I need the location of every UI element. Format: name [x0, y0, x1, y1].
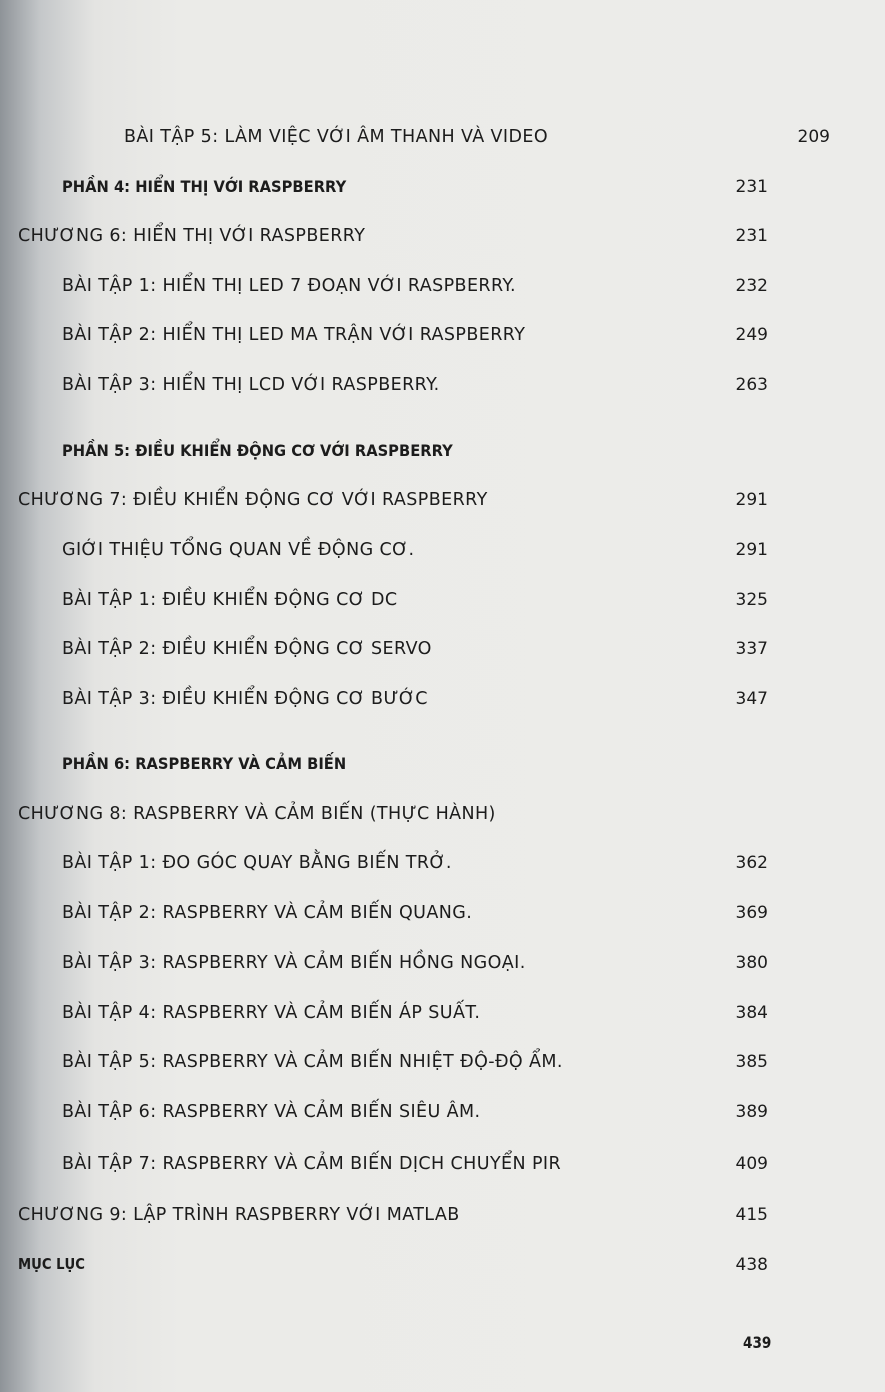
toc-entry	[0, 689, 823, 719]
toc-entry-title: BÀI TẬP 2: HIỂN THỊ LED MA TRẬN VỚI RASPBERRY	[62, 325, 526, 345]
toc-entry-page: 232	[735, 276, 768, 296]
toc-entry	[0, 853, 823, 883]
chapter-heading	[0, 804, 823, 834]
toc-entry-page: 209	[797, 127, 830, 147]
toc-heading-page: 438	[735, 1255, 768, 1275]
chapter-heading-page: 231	[735, 226, 768, 246]
toc-entry	[0, 276, 823, 306]
chapter-heading-page: 415	[735, 1205, 768, 1225]
toc-entry	[0, 590, 823, 620]
toc-entry	[0, 1003, 823, 1033]
toc-entry	[0, 540, 823, 570]
toc-entry-page: 380	[735, 953, 768, 973]
chapter-heading	[0, 490, 823, 520]
toc-heading	[0, 1255, 823, 1285]
toc-entry-page: 384	[735, 1003, 768, 1023]
part-heading-title: PHẦN 6: RASPBERRY VÀ CẢM BIẾN	[62, 754, 347, 773]
toc-entry-page: 249	[735, 325, 768, 345]
toc-entry	[0, 1154, 823, 1184]
part-heading-title: PHẦN 4: HIỂN THỊ VỚI RASPBERRY	[62, 177, 347, 196]
toc-entry-title: BÀI TẬP 4: RASPBERRY VÀ CẢM BIẾN ÁP SUẤT.	[62, 1003, 481, 1023]
toc-entry	[0, 1102, 823, 1132]
toc-entry-title: BÀI TẬP 3: ĐIỀU KHIỂN ĐỘNG CƠ BƯỚC	[62, 689, 428, 709]
chapter-heading-page: 291	[735, 490, 768, 510]
chapter-heading	[0, 1205, 823, 1235]
toc-entry-title: BÀI TẬP 3: RASPBERRY VÀ CẢM BIẾN HỒNG NGOẠI.	[62, 953, 526, 973]
toc-entry-title: BÀI TẬP 7: RASPBERRY VÀ CẢM BIẾN DỊCH CHUYỂN PIR	[62, 1154, 562, 1174]
part-heading-title: PHẦN 5: ĐIỀU KHIỂN ĐỘNG CƠ VỚI RASPBERRY	[62, 441, 453, 460]
toc-entry-page: 337	[735, 639, 768, 659]
toc-entry-title: GIỚI THIỆU TỔNG QUAN VỀ ĐỘNG CƠ.	[62, 540, 415, 560]
chapter-heading-title: CHƯƠNG 7: ĐIỀU KHIỂN ĐỘNG CƠ VỚI RASPBERRY	[18, 490, 488, 510]
toc-entry-title: BÀI TẬP 3: HIỂN THỊ LCD VỚI RASPBERRY.	[62, 375, 440, 395]
chapter-heading	[0, 226, 823, 256]
toc-entry-page: 291	[735, 540, 768, 560]
toc-entry-page: 409	[735, 1154, 768, 1174]
page-number: 439	[742, 1333, 771, 1352]
toc-entry-page: 389	[735, 1102, 768, 1122]
toc-entry-title: BÀI TẬP 5: LÀM VIỆC VỚI ÂM THANH VÀ VIDEO	[124, 127, 548, 147]
part-heading	[0, 177, 823, 207]
toc-entry	[62, 127, 885, 157]
toc-entry	[0, 325, 823, 355]
part-heading-page: 231	[735, 177, 768, 197]
part-heading	[0, 441, 823, 471]
toc-entry	[0, 953, 823, 983]
toc-entry-title: BÀI TẬP 2: ĐIỀU KHIỂN ĐỘNG CƠ SERVO	[62, 639, 432, 659]
toc-entry-page: 385	[735, 1052, 768, 1072]
toc-entry	[0, 375, 823, 405]
toc-entry-title: BÀI TẬP 1: ĐO GÓC QUAY BẰNG BIẾN TRỞ.	[62, 853, 452, 873]
toc-entry-page: 362	[735, 853, 768, 873]
chapter-heading-title: CHƯƠNG 9: LẬP TRÌNH RASPBERRY VỚI MATLAB	[18, 1205, 460, 1225]
toc-entry-title: BÀI TẬP 2: RASPBERRY VÀ CẢM BIẾN QUANG.	[62, 903, 473, 923]
toc-entry-title: BÀI TẬP 1: ĐIỀU KHIỂN ĐỘNG CƠ DC	[62, 590, 398, 610]
toc-entry-page: 325	[735, 590, 768, 610]
toc-entry-title: BÀI TẬP 6: RASPBERRY VÀ CẢM BIẾN SIÊU ÂM.	[62, 1102, 481, 1122]
toc-entry	[0, 903, 823, 933]
chapter-heading-title: CHƯƠNG 8: RASPBERRY VÀ CẢM BIẾN (THỰC HÀNH)	[18, 804, 496, 824]
toc-entry-page: 347	[735, 689, 768, 709]
part-heading	[0, 754, 823, 784]
toc-entry-title: BÀI TẬP 5: RASPBERRY VÀ CẢM BIẾN NHIỆT ĐỘ-ĐỘ ẨM.	[62, 1052, 563, 1072]
toc-entry-page: 263	[735, 375, 768, 395]
chapter-heading-title: CHƯƠNG 6: HIỂN THỊ VỚI RASPBERRY	[18, 226, 366, 246]
toc-entry	[0, 1052, 823, 1082]
toc-entry	[0, 639, 823, 669]
toc-entry-title: BÀI TẬP 1: HIỂN THỊ LED 7 ĐOẠN VỚI RASPBERRY.	[62, 276, 516, 296]
toc-heading-title: MỤC LỤC	[18, 1255, 85, 1273]
toc-entry-page: 369	[735, 903, 768, 923]
